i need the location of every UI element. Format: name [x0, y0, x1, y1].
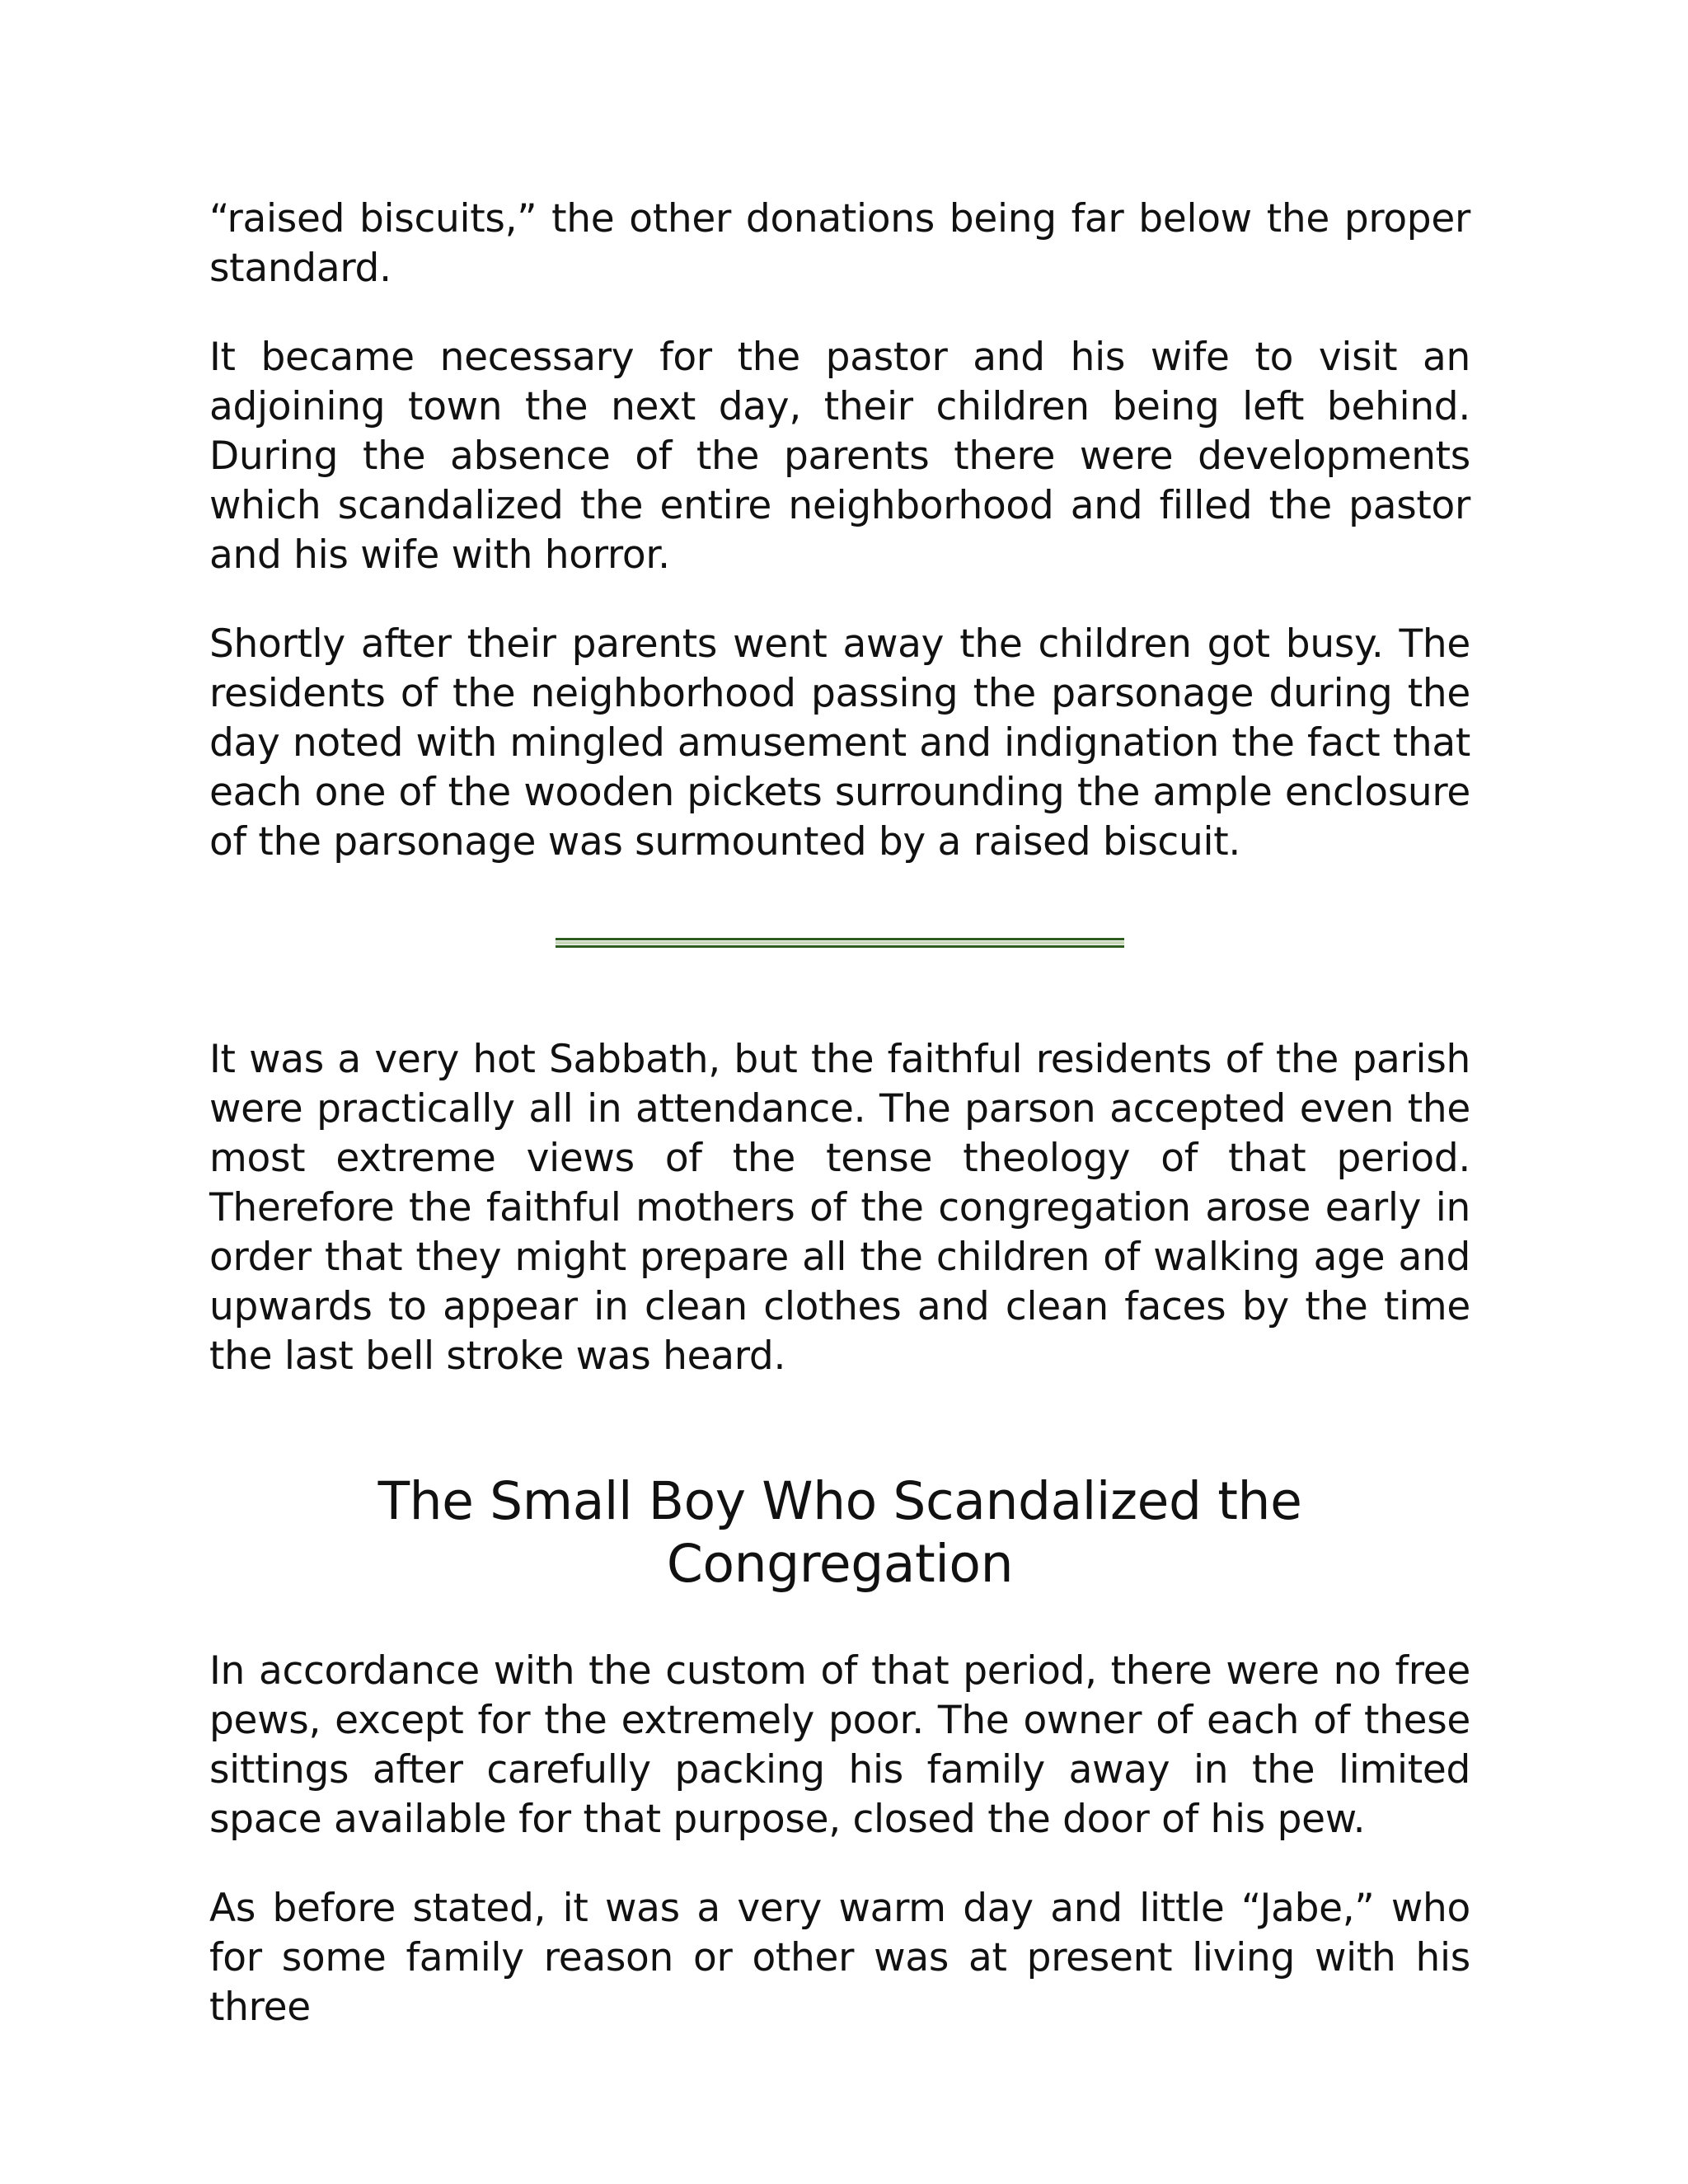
spacer: [209, 1596, 1470, 1647]
paragraph-little-jabe: As before stated, it was a very warm day and little “Jabe,” who for some family reason or other was at present living with his three: [209, 1886, 1470, 2030]
spacer: [209, 1381, 1470, 1470]
spacer: [209, 580, 1470, 620]
paragraph-hot-sabbath: It was a very hot Sabbath, but the faithful residents of the parish were practically all in attendance. The parson accepted even the most extreme views of the tense theology of that period. Therefore the faithful mothers of the congregation arose early in order that they might prepare all the children of walking age and upwards to appear in clean clothes and clean faces by the time the last bell stroke was heard.: [209, 1037, 1470, 1379]
divider-line-top: [556, 938, 1124, 940]
paragraph-pastor-visit: It became necessary for the pastor and his wife to visit an adjoining town the next day, their children being left behind. During the absence of the parents there were developments which scandalized the entire neighborhood and filled the pastor and his wife with horror.: [209, 335, 1470, 578]
spacer: [209, 949, 1470, 1035]
section-divider: [556, 938, 1124, 949]
spacer: [209, 867, 1470, 938]
divider-line-bottom: [556, 945, 1124, 948]
paragraph-children-busy: Shortly after their parents went away the children got busy. The residents of the neighborhood passing the parsonage during the day noted with mingled amusement and indignation the fact that each one of the wooden pickets surrounding the ample enclosure of the parsonage was surmounted by a raised biscuit.: [209, 621, 1470, 865]
spacer: [209, 293, 1470, 333]
document-page: [209, 194, 1470, 2032]
divider-line-middle: [556, 941, 1124, 944]
section-heading: The Small Boy Who Scandalized the Congregation: [377, 1471, 1302, 1594]
paragraph-free-pews: In accordance with the custom of that period, there were no free pews, except for the extremely poor. The owner of each of these sittings after carefully packing his family away in the limited space available for that purpose, closed the door of his pew.: [209, 1648, 1470, 1842]
spacer: [209, 1844, 1470, 1884]
paragraph-raised-biscuits: “raised biscuits,” the other donations being far below the proper standard.: [209, 196, 1470, 291]
